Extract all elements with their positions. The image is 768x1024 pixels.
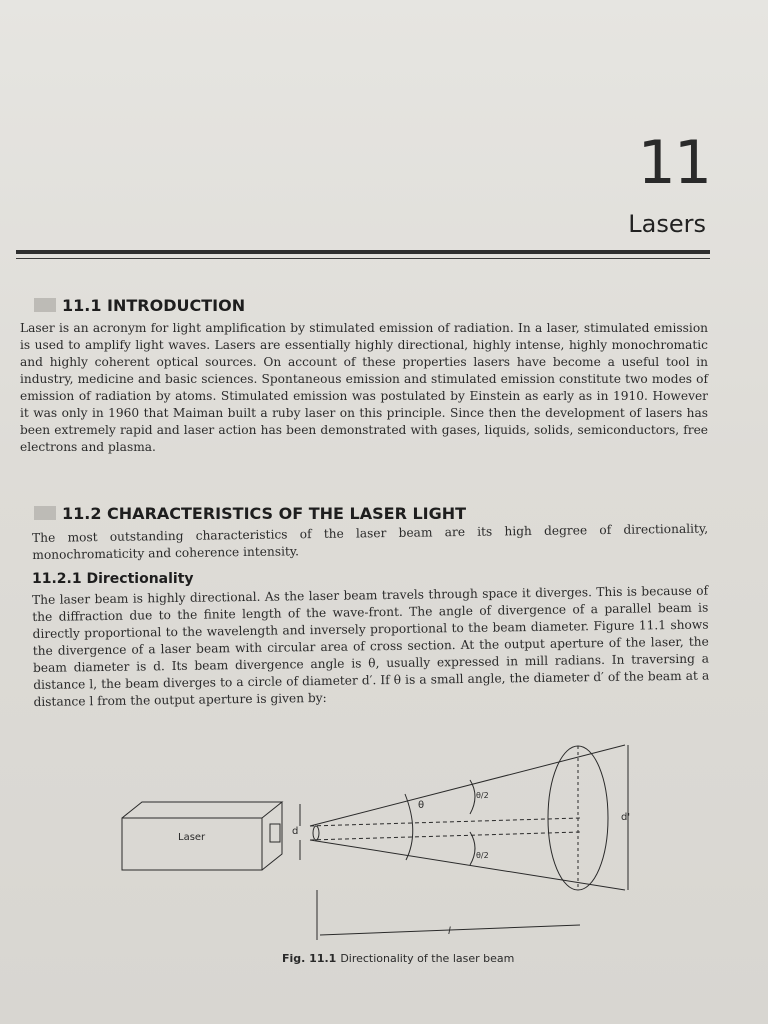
figure-label-d: d (292, 826, 299, 837)
half-theta-arc-bottom (470, 832, 475, 865)
subsection-heading-directionality: 11.2.1 Directionality (32, 571, 194, 587)
beam-axis-bottom (310, 832, 580, 840)
paragraph-characteristics: The most outstanding characteristics of the laser beam are its high degree of directionality, monochromaticity and coherence intensity. (32, 521, 709, 562)
section-heading-introduction: 11.1 INTRODUCTION (34, 296, 245, 315)
laser-box-side (262, 802, 282, 870)
chapter-rule-thick (16, 250, 710, 254)
figure-label-laser: Laser (178, 832, 206, 843)
laser-box-top (122, 802, 282, 818)
figure-label-half-theta-bottom: θ/2 (476, 851, 489, 860)
figure-caption-number: Fig. 11.1 (282, 952, 337, 965)
chapter-rule-thin (16, 258, 710, 259)
figure-label-half-theta-top: θ/2 (476, 791, 489, 800)
figure-caption-text: Directionality of the laser beam (340, 952, 515, 965)
chapter-title: Lasers (628, 210, 706, 238)
figure-caption (282, 952, 514, 965)
figure-label-theta: θ (418, 800, 425, 811)
figure-laser-divergence (110, 740, 650, 940)
laser-aperture (270, 824, 280, 842)
paragraph-introduction: Laser is an acronym for light amplification by stimulated emission of radiation. In a laser, stimulated emission is used to amplify light waves. Lasers are essentially highly directional, highly intense, highly monochromatic and highly coherent optical sources. On account of these properties lasers have become a useful tool in industry, medicine and basic sciences. Spontaneous emission and stimulated emission constitute two modes of emission of radiation by atoms. Stimulated emission was postulated by Einstein as early as in 1910. However it was only in 1960 that Maiman built a ruby laser on this principle. Since then the development of lasers has been extremely rapid and laser action has been demonstrated with gases, liquids, solids, semiconductors, free electrons and plasma. (20, 321, 708, 454)
figure-label-l: l (448, 926, 451, 937)
laser-box-front (122, 818, 262, 870)
beam-origin (313, 826, 319, 840)
theta-arc (405, 794, 413, 860)
chapter-number: 11 (637, 128, 710, 198)
beam-lower-edge (310, 840, 625, 890)
beam-axis-top (310, 818, 580, 826)
section-marker (34, 298, 56, 312)
section-heading-characteristics: 11.2 CHARACTERISTICS OF THE LASER LIGHT (34, 504, 466, 523)
figure-label-d-prime: d' (621, 812, 631, 823)
section-marker (34, 506, 56, 520)
paragraph-directionality: The laser beam is highly directional. As the laser beam travels through space it diverges. This is because of the diffraction due to the finite length of the wave-front. The angle of divergence of a parallel beam is directly proportional to the wavelength and inversely proportional to the beam diameter. Figure 11.1 shows the divergence of a laser beam with circular area of cross section. At the output aperture of the laser, the beam diameter is d. Its beam divergence angle is θ, usually expressed in mill radians. In traversing a distance l, the beam diverges to a circle of diameter d′. If θ is a small angle, the diameter d′ of the beam at a distance l from the output aperture is given by: (32, 583, 710, 709)
